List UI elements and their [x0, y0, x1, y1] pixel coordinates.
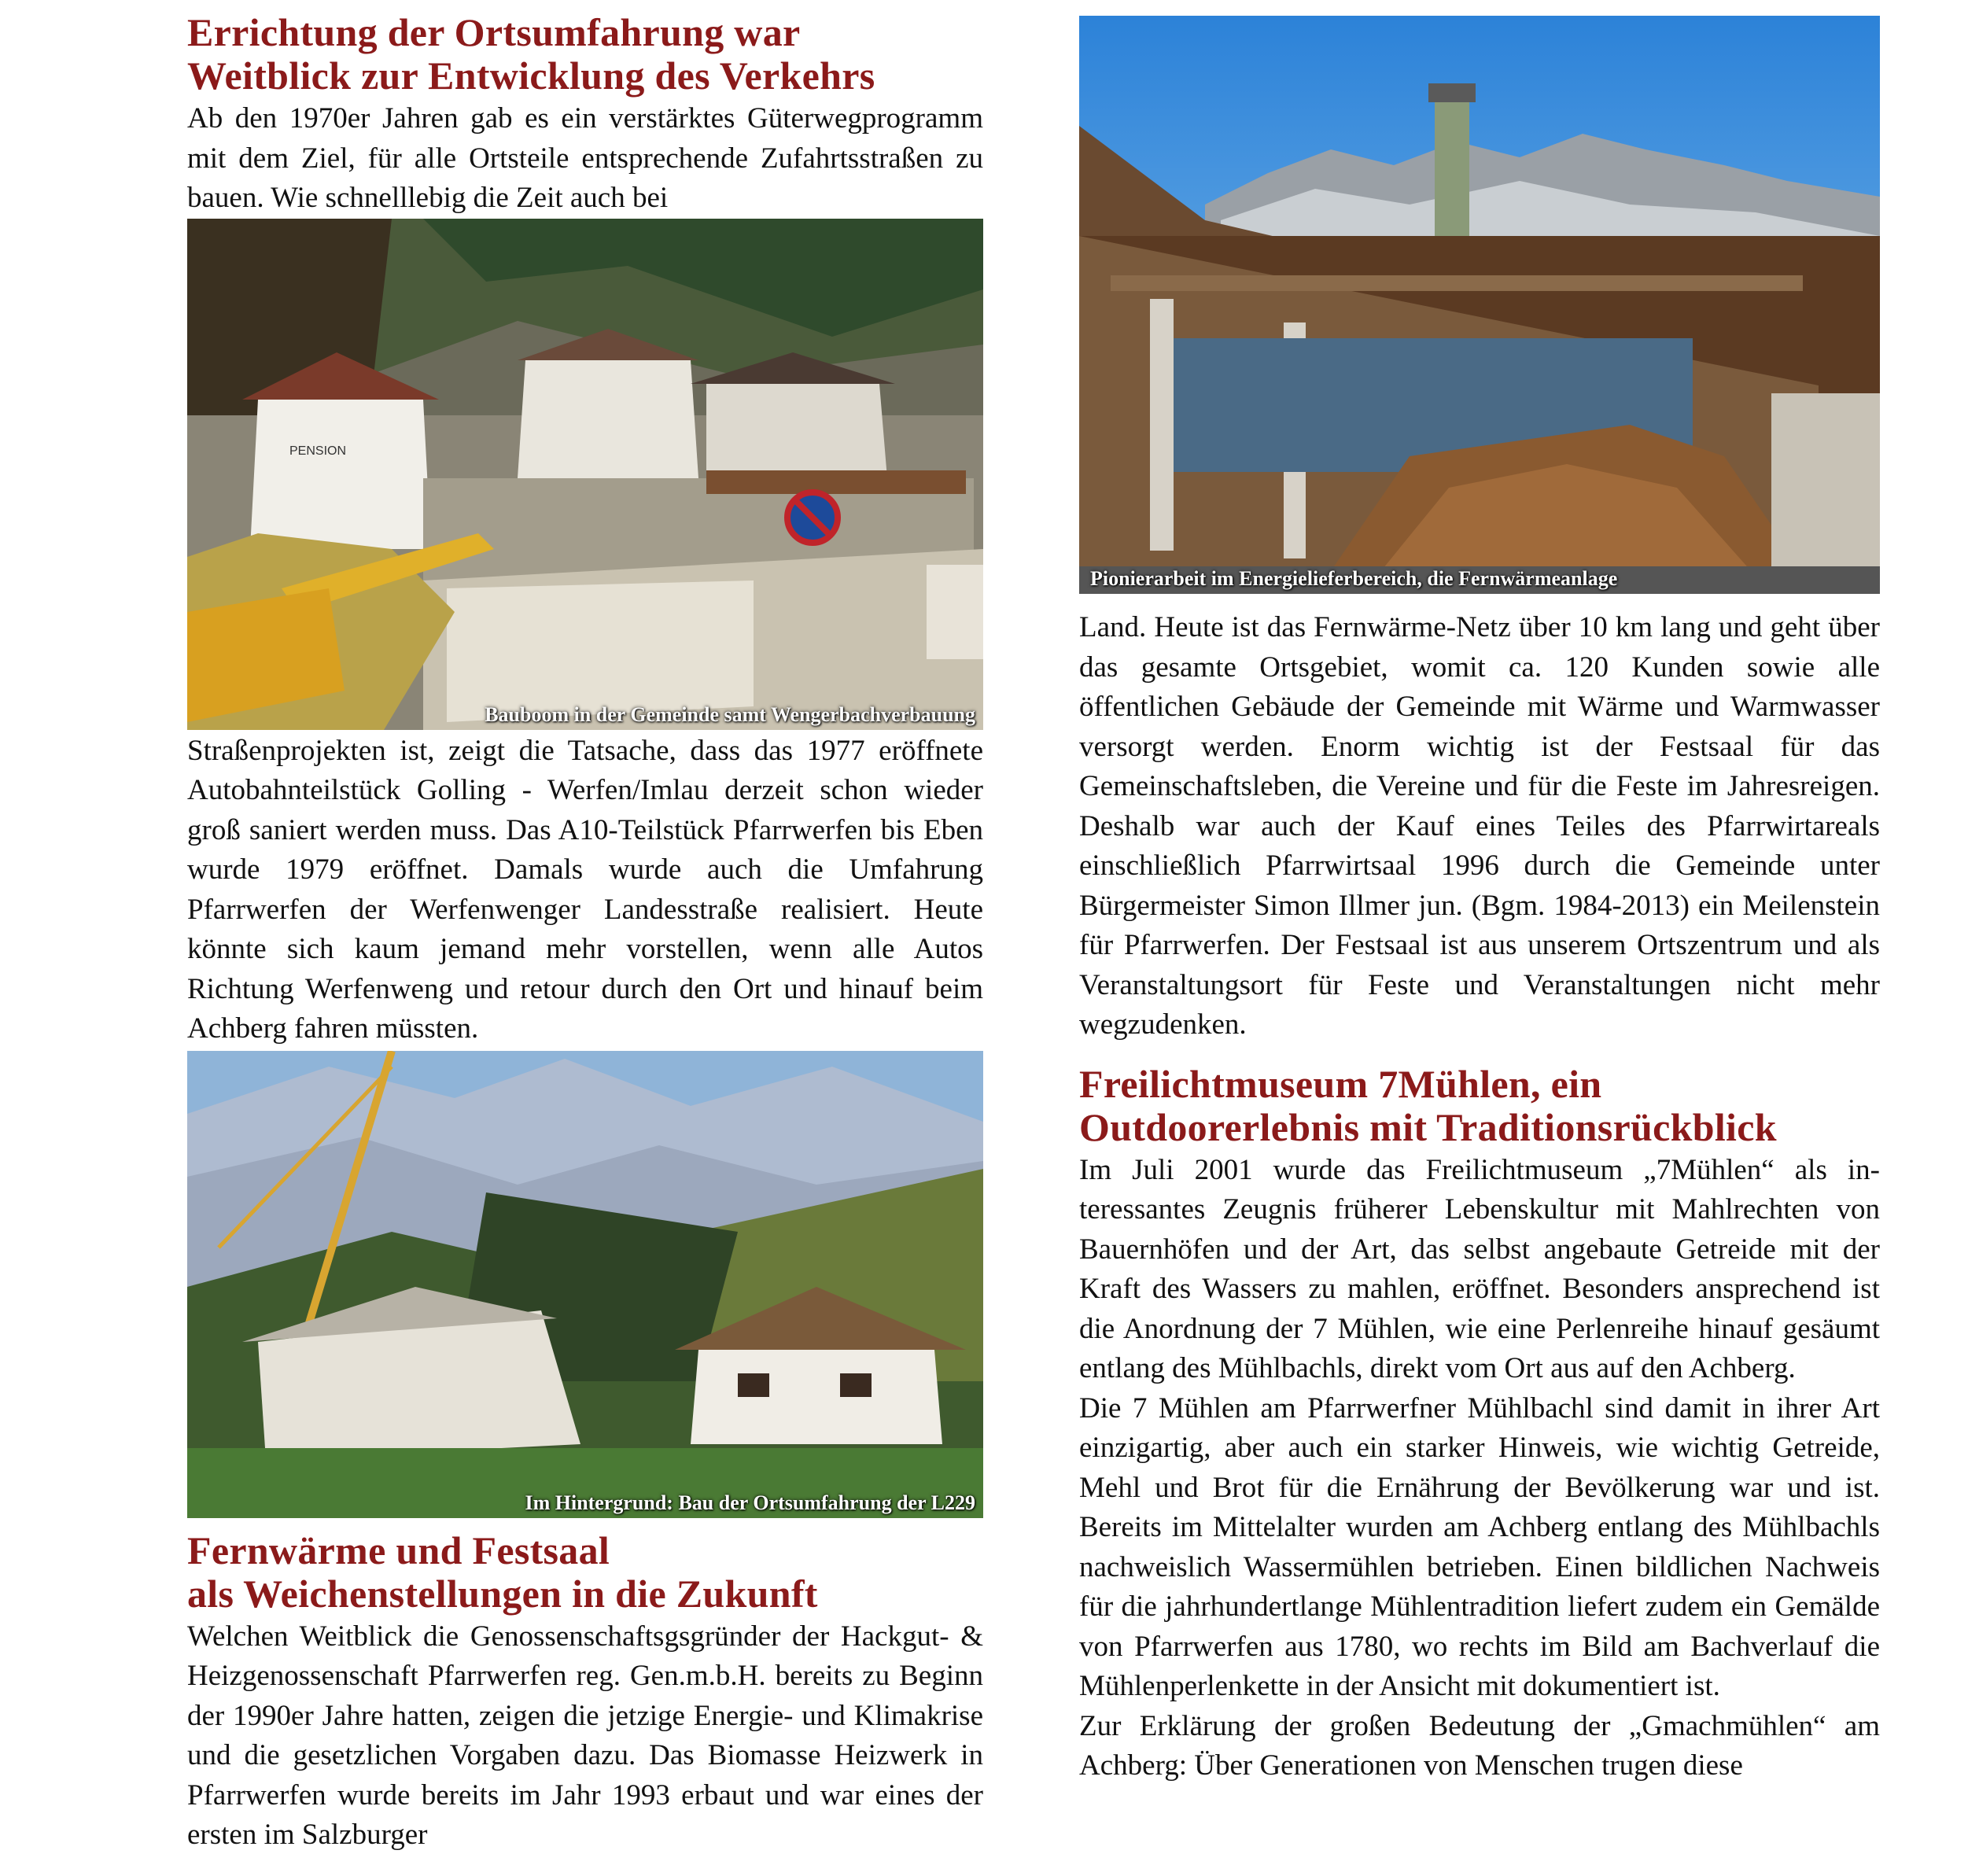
paragraph: Land. Heute ist das Fernwärme-Netz über 10 km lang und geht über das gesamte Ortsgebiet, womit ca. 120 Kunden sowie alle öffentlichen Gebäude der Gemeinde mit Wärme und Warmwasser versorgt werden. Enorm wichtig ist der Festsaal für das Gemeinschaftsleben, die Vereine und für die Feste im Jahresreigen. Deshalb war auch der Kauf eines Teiles des Pfarrwirtareals einschließlich Pfarrwirtsaal 1996 durch die Gemeinde unter Bürgermeister Simon Illmer jun. (Bgm. 1984-2013) ein Meilenstein für Pfarrwerfen. Der Festsaal ist aus unserem Ortszentrum und als Veranstaltungsort für Feste und Veranstaltungen nicht mehr wegzudenken.: [1079, 611, 1880, 1041]
heading-line: als Weichenstellungen in die Zukunft: [187, 1571, 818, 1616]
paragraph: Im Juli 2001 wurde das Freilichtmuseum „7Mühlen“ als interessantes Zeugnis früherer Lebenskultur mit Mahlrechten von Bauernhöfen und der Art, das selbst angebaute Getreide mit der Kraft des Wassers zu mahlen, eröffnet. Besonders ansprechend ist die Anordnung der 7 Mühlen, wie eine Perlenreihe hinauf gesäumt entlang des Mühlbachls, direkt vom Ort aus auf den Achberg.: [1079, 1153, 1880, 1384]
photo-heating-plant-image: [1079, 16, 1880, 594]
heading-line: Fernwärme und Festsaal: [187, 1528, 610, 1572]
paragraph: Ab den 1970er Jahren gab es ein verstärktes Güterwegprogramm mit dem Ziel, für alle Ortsteile entsprechende Zufahrtsstraßen zu bauen. Wie schnelllebig die Zeit auch bei: [187, 102, 983, 214]
section-heading-freilichtmuseum: [1079, 1063, 1880, 1149]
section-heading-fernwaerme: [187, 1529, 983, 1616]
paragraph: Straßenprojekten ist, zeigt die Tatsache, dass das 1977 eröffnete Autobahnteilstück Golling - Werfen/Imlau derzeit schon wieder groß saniert werden muss. Das A10-Teilstück Pfarrwerfen bis Eben wurde 1979 eröffnet. Damals wurde auch die Umfahrung Pfarrwerfen der Werfenwenger Landesstraße realisiert. Heute könnte sich kaum jemand mehr vorstellen, wenn alle Autos Richtung Werfenweng und retour durch den Ort und hinauf beim Achberg fahren müssten.: [187, 734, 983, 1045]
paragraph: Die 7 Mühlen am Pfarrwerfner Mühlbachl sind damit in ihrer Art einzigartig, aber auch ein starker Hinweis, wie wichtig Getreide, Mehl und Brot für die Ernährung der Bevölkerung war und ist. Bereits im Mittelalter wurden am Achberg entlang des Mühlbachls nachweislich Wassermühlen betrieben. Einen bildlichen Nachweis für die jahrhundertlange Mühlentradition liefert zudem ein Gemälde von Pfarrwerfen aus 1780, wo rechts im Bild am Bachverlauf die Mühlenperlenkette in der Ansicht mit dokumentiert ist.: [1079, 1391, 1880, 1702]
heading-line: Outdoorerlebnis mit Traditionsrückblick: [1079, 1104, 1777, 1149]
paragraph: Zur Erklärung der großen Bedeutung der „Gmachmühlen“ am Achberg: Über Generationen von Menschen trugen diese: [1079, 1709, 1880, 1782]
paragraph: Welchen Weitblick die Genossenschaftsgsgründer der Hackgut- & Heizgenossenschaft Pfarrwerfen reg. Gen.m.b.H. bereits zu Beginn der 1990er Jahre hatten, zeigen die jetzige Energie- und Klimakrise und die gesetzlichen Vorgaben dazu. Das Biomasse Heizwerk in Pfarrwerfen wurde bereits im Jahr 1993 erbaut und war eines der ersten im Salzburger: [187, 1620, 983, 1851]
heading-line: Errichtung der Ortsumfahrung war: [187, 10, 801, 54]
photo-heating-plant: [1079, 16, 1880, 594]
sign-text: PENSION: [289, 444, 347, 458]
photo-construction-site-image: [187, 219, 983, 730]
heading-line: Freilichtmuseum 7Mühlen, ein: [1079, 1061, 1602, 1106]
photo-caption: Bauboom in der Gemeinde samt Wengerbachverbauung: [485, 702, 975, 726]
left-column: [187, 11, 983, 1856]
photo-caption: Im Hintergrund: Bau der Ortsumfahrung der L229: [525, 1491, 975, 1514]
right-column: [1079, 16, 1880, 1786]
heading-line: Weitblick zur Entwicklung des Verkehrs: [187, 53, 875, 98]
photo-bypass-construction: [187, 1051, 983, 1518]
photo-construction-site: [187, 219, 983, 730]
section-heading-ortsumfahrung: [187, 11, 983, 98]
photo-bypass-construction-image: [187, 1051, 983, 1518]
photo-caption: Pionierarbeit im Energielieferbereich, die Fernwärmeanlage: [1090, 567, 1618, 590]
